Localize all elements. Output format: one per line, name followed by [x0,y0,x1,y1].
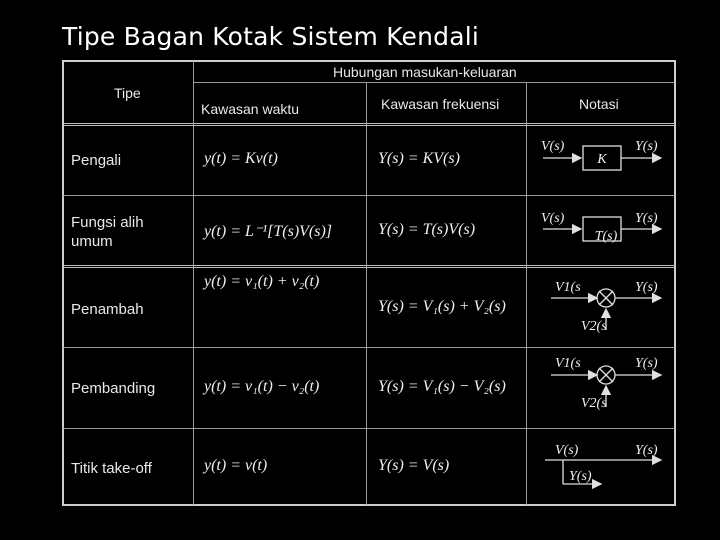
time-eq-take-off: y(t) = v(t) [204,457,268,474]
takeoff-input-label: V(s) [555,443,579,458]
time-eq-pengali: y(t) = Kv(t) [204,150,278,167]
pembanding-output-label: Y(s) [635,356,658,371]
header-divider [194,82,675,83]
fungsi-input-label: V(s) [541,211,565,226]
transfer-block-label: T(s) [594,229,618,244]
freq-eq-pembanding: Y(s) = V₁(s) − V₂(s) [378,378,506,395]
takeoff-point-diagram [545,460,661,484]
time-eq-pembanding: y(t) = v₁(t) − v₂(t) [204,378,320,395]
row-label-pembanding: Pembanding [71,380,156,397]
time-eq-fungsi-alih: y(t) = L⁻¹[T(s)V(s)] [204,223,333,240]
penambah-input2-label: V2(s [581,319,607,334]
header-freq-domain: Kawasan frekuensi [381,96,500,112]
row-label-fungsi-alih: Fungsi alih umum [71,214,144,250]
header-notation: Notasi [579,96,619,112]
fungsi-output-label: Y(s) [635,211,658,226]
row-label-penambah: Penambah [71,301,144,318]
pembanding-input2-label: V2(s [581,396,607,411]
freq-eq-pengali: Y(s) = KV(s) [378,150,460,167]
takeoff-branch-label: Y(s) [569,469,592,484]
column-divider [366,82,367,505]
takeoff-output-label: Y(s) [635,443,658,458]
pembanding-input1-label: V1(s [555,356,581,371]
gain-block-label: K [597,152,607,167]
row-label-take-off: Titik take-off [71,460,152,477]
pengali-output-label: Y(s) [635,139,658,154]
column-divider [193,61,194,505]
penambah-output-label: Y(s) [635,280,658,295]
slide-title: Tipe Bagan Kotak Sistem Kendali [62,22,480,51]
freq-eq-fungsi-alih: Y(s) = T(s)V(s) [378,221,476,238]
header-relation: Hubungan masukan-keluaran [333,64,517,80]
time-eq-penambah: y(t) = v₁(t) + v₂(t) [204,273,320,290]
row-label-pengali: Pengali [71,152,122,169]
notation-diagrams [527,124,675,506]
header-tipe: Tipe [114,85,141,101]
header-time-domain: Kawasan waktu [201,101,300,117]
pengali-input-label: V(s) [541,139,565,154]
freq-eq-penambah: Y(s) = V₁(s) + V₂(s) [378,298,506,315]
penambah-input1-label: V1(s [555,280,581,295]
freq-eq-take-off: Y(s) = V(s) [378,457,450,474]
